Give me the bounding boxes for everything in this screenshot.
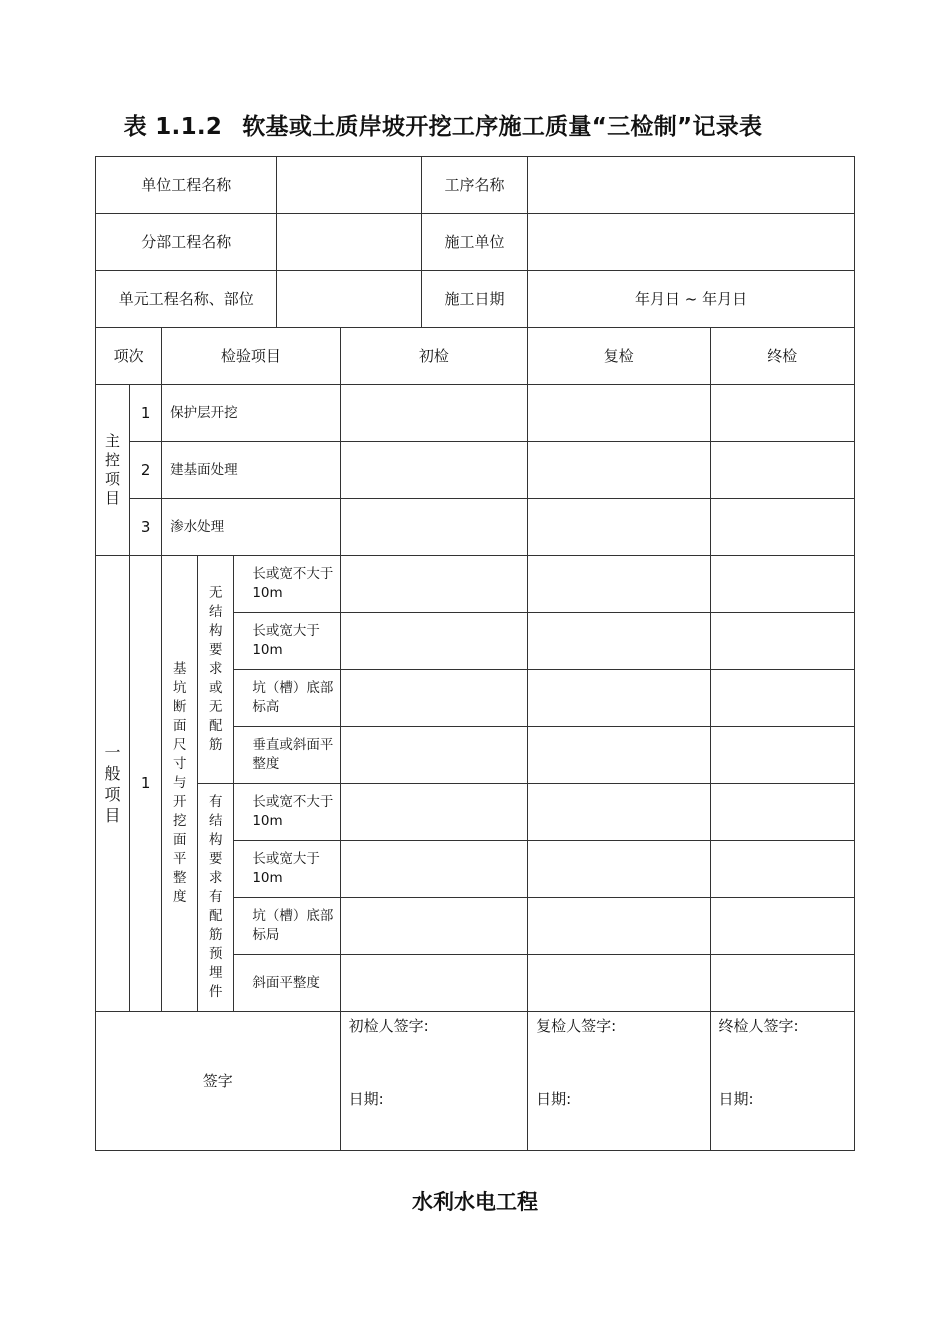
- final-date-label: 日期:: [718, 1089, 754, 1108]
- second-signature-cell[interactable]: [528, 1012, 710, 1151]
- general-row: [96, 556, 855, 613]
- first-check-cell[interactable]: [340, 898, 527, 955]
- sub-group-no-structure: 无结构要求或无配筋: [198, 556, 234, 784]
- construction-unit-value[interactable]: [528, 214, 855, 271]
- general-sub-item: 垂直或斜面平整度: [234, 727, 340, 784]
- first-check-cell[interactable]: [340, 784, 527, 841]
- second-signer-label: 复检人签字:: [536, 1017, 617, 1035]
- footer-text: 水利水电工程: [412, 1190, 538, 1214]
- sub-project-value[interactable]: [277, 214, 421, 271]
- unit-project-value[interactable]: [277, 157, 421, 214]
- construction-unit-label: 施工单位: [421, 214, 527, 271]
- final-signer-label: 终检人签字:: [718, 1017, 799, 1035]
- main-item-name: 建基面处理: [162, 442, 340, 499]
- first-signature-cell[interactable]: [340, 1012, 527, 1151]
- inspection-record-table: [95, 156, 855, 1151]
- general-item-no: 1: [130, 556, 162, 1012]
- final-check-cell[interactable]: [710, 385, 854, 442]
- header-inspection-item: 检验项目: [162, 328, 340, 385]
- final-check-cell[interactable]: [710, 898, 854, 955]
- table-number: 表 1.1.2: [123, 114, 223, 140]
- re-check-cell[interactable]: [528, 556, 710, 613]
- general-sub-item: 长或宽大于10m: [234, 613, 340, 670]
- general-row: [96, 784, 855, 841]
- main-item-name: 渗水处理: [162, 499, 340, 556]
- element-project-value[interactable]: [277, 271, 421, 328]
- re-check-cell[interactable]: [528, 442, 710, 499]
- info-row-sub: [96, 214, 855, 271]
- process-name-value[interactable]: [528, 157, 855, 214]
- general-sub-item: 长或宽不大于10m: [234, 556, 340, 613]
- second-date-label: 日期:: [536, 1089, 572, 1108]
- re-check-cell[interactable]: [528, 613, 710, 670]
- first-check-cell[interactable]: [340, 613, 527, 670]
- final-check-cell[interactable]: [710, 955, 854, 1012]
- header-row: [96, 328, 855, 385]
- general-item-label: 基坑断面尺寸与开挖面平整度: [162, 556, 198, 1012]
- general-sub-item: 坑（槽）底部标高: [234, 670, 340, 727]
- final-check-cell[interactable]: [710, 784, 854, 841]
- re-check-cell[interactable]: [528, 670, 710, 727]
- unit-project-label: 单位工程名称: [96, 157, 277, 214]
- main-control-row: [96, 385, 855, 442]
- page-title: [0, 108, 886, 141]
- first-check-cell[interactable]: [340, 442, 527, 499]
- table-title: 软基或土质岸坡开挖工序施工质量“三检制”记录表: [242, 114, 763, 140]
- final-check-cell[interactable]: [710, 841, 854, 898]
- re-check-cell[interactable]: [528, 898, 710, 955]
- signature-row: [96, 1012, 855, 1151]
- re-check-cell[interactable]: [528, 784, 710, 841]
- main-control-group-label: 主控项目: [96, 385, 130, 556]
- first-check-cell[interactable]: [340, 556, 527, 613]
- first-check-cell[interactable]: [340, 841, 527, 898]
- header-re-check: 复检: [528, 328, 710, 385]
- header-item-no: 项次: [96, 328, 162, 385]
- first-signer-label: 初检人签字:: [348, 1017, 429, 1035]
- first-check-cell[interactable]: [340, 727, 527, 784]
- main-item-no: 3: [130, 499, 162, 556]
- sub-group-with-structure: 有结构要求有配筋预埋件: [198, 784, 234, 1012]
- process-name-label: 工序名称: [421, 157, 527, 214]
- re-check-cell[interactable]: [528, 499, 710, 556]
- re-check-cell[interactable]: [528, 841, 710, 898]
- final-check-cell[interactable]: [710, 499, 854, 556]
- element-project-label: 单元工程名称、部位: [96, 271, 277, 328]
- header-first-check: 初检: [340, 328, 527, 385]
- info-row-element: [96, 271, 855, 328]
- info-row-unit: [96, 157, 855, 214]
- general-sub-item: 长或宽大于10m: [234, 841, 340, 898]
- main-item-no: 1: [130, 385, 162, 442]
- final-check-cell[interactable]: [710, 670, 854, 727]
- construction-date-label: 施工日期: [421, 271, 527, 328]
- final-check-cell[interactable]: [710, 442, 854, 499]
- first-check-cell[interactable]: [340, 499, 527, 556]
- general-sub-item: 斜面平整度: [234, 955, 340, 1012]
- re-check-cell[interactable]: [528, 385, 710, 442]
- main-control-row: [96, 499, 855, 556]
- signature-label: 签字: [96, 1012, 341, 1151]
- first-check-cell[interactable]: [340, 955, 527, 1012]
- general-sub-item: 长或宽不大于10m: [234, 784, 340, 841]
- first-check-cell[interactable]: [340, 670, 527, 727]
- header-final-check: 终检: [710, 328, 854, 385]
- final-signature-cell[interactable]: [710, 1012, 854, 1151]
- final-check-cell[interactable]: [710, 613, 854, 670]
- construction-date-value[interactable]: 年月日 ~ 年月日: [528, 271, 855, 328]
- general-group-label: 一般项目: [96, 556, 130, 1012]
- main-control-row: [96, 442, 855, 499]
- main-item-name: 保护层开挖: [162, 385, 340, 442]
- final-check-cell[interactable]: [710, 556, 854, 613]
- sub-project-label: 分部工程名称: [96, 214, 277, 271]
- re-check-cell[interactable]: [528, 727, 710, 784]
- first-date-label: 日期:: [348, 1089, 384, 1108]
- final-check-cell[interactable]: [710, 727, 854, 784]
- main-item-no: 2: [130, 442, 162, 499]
- first-check-cell[interactable]: [340, 385, 527, 442]
- re-check-cell[interactable]: [528, 955, 710, 1012]
- general-sub-item: 坑（槽）底部标局: [234, 898, 340, 955]
